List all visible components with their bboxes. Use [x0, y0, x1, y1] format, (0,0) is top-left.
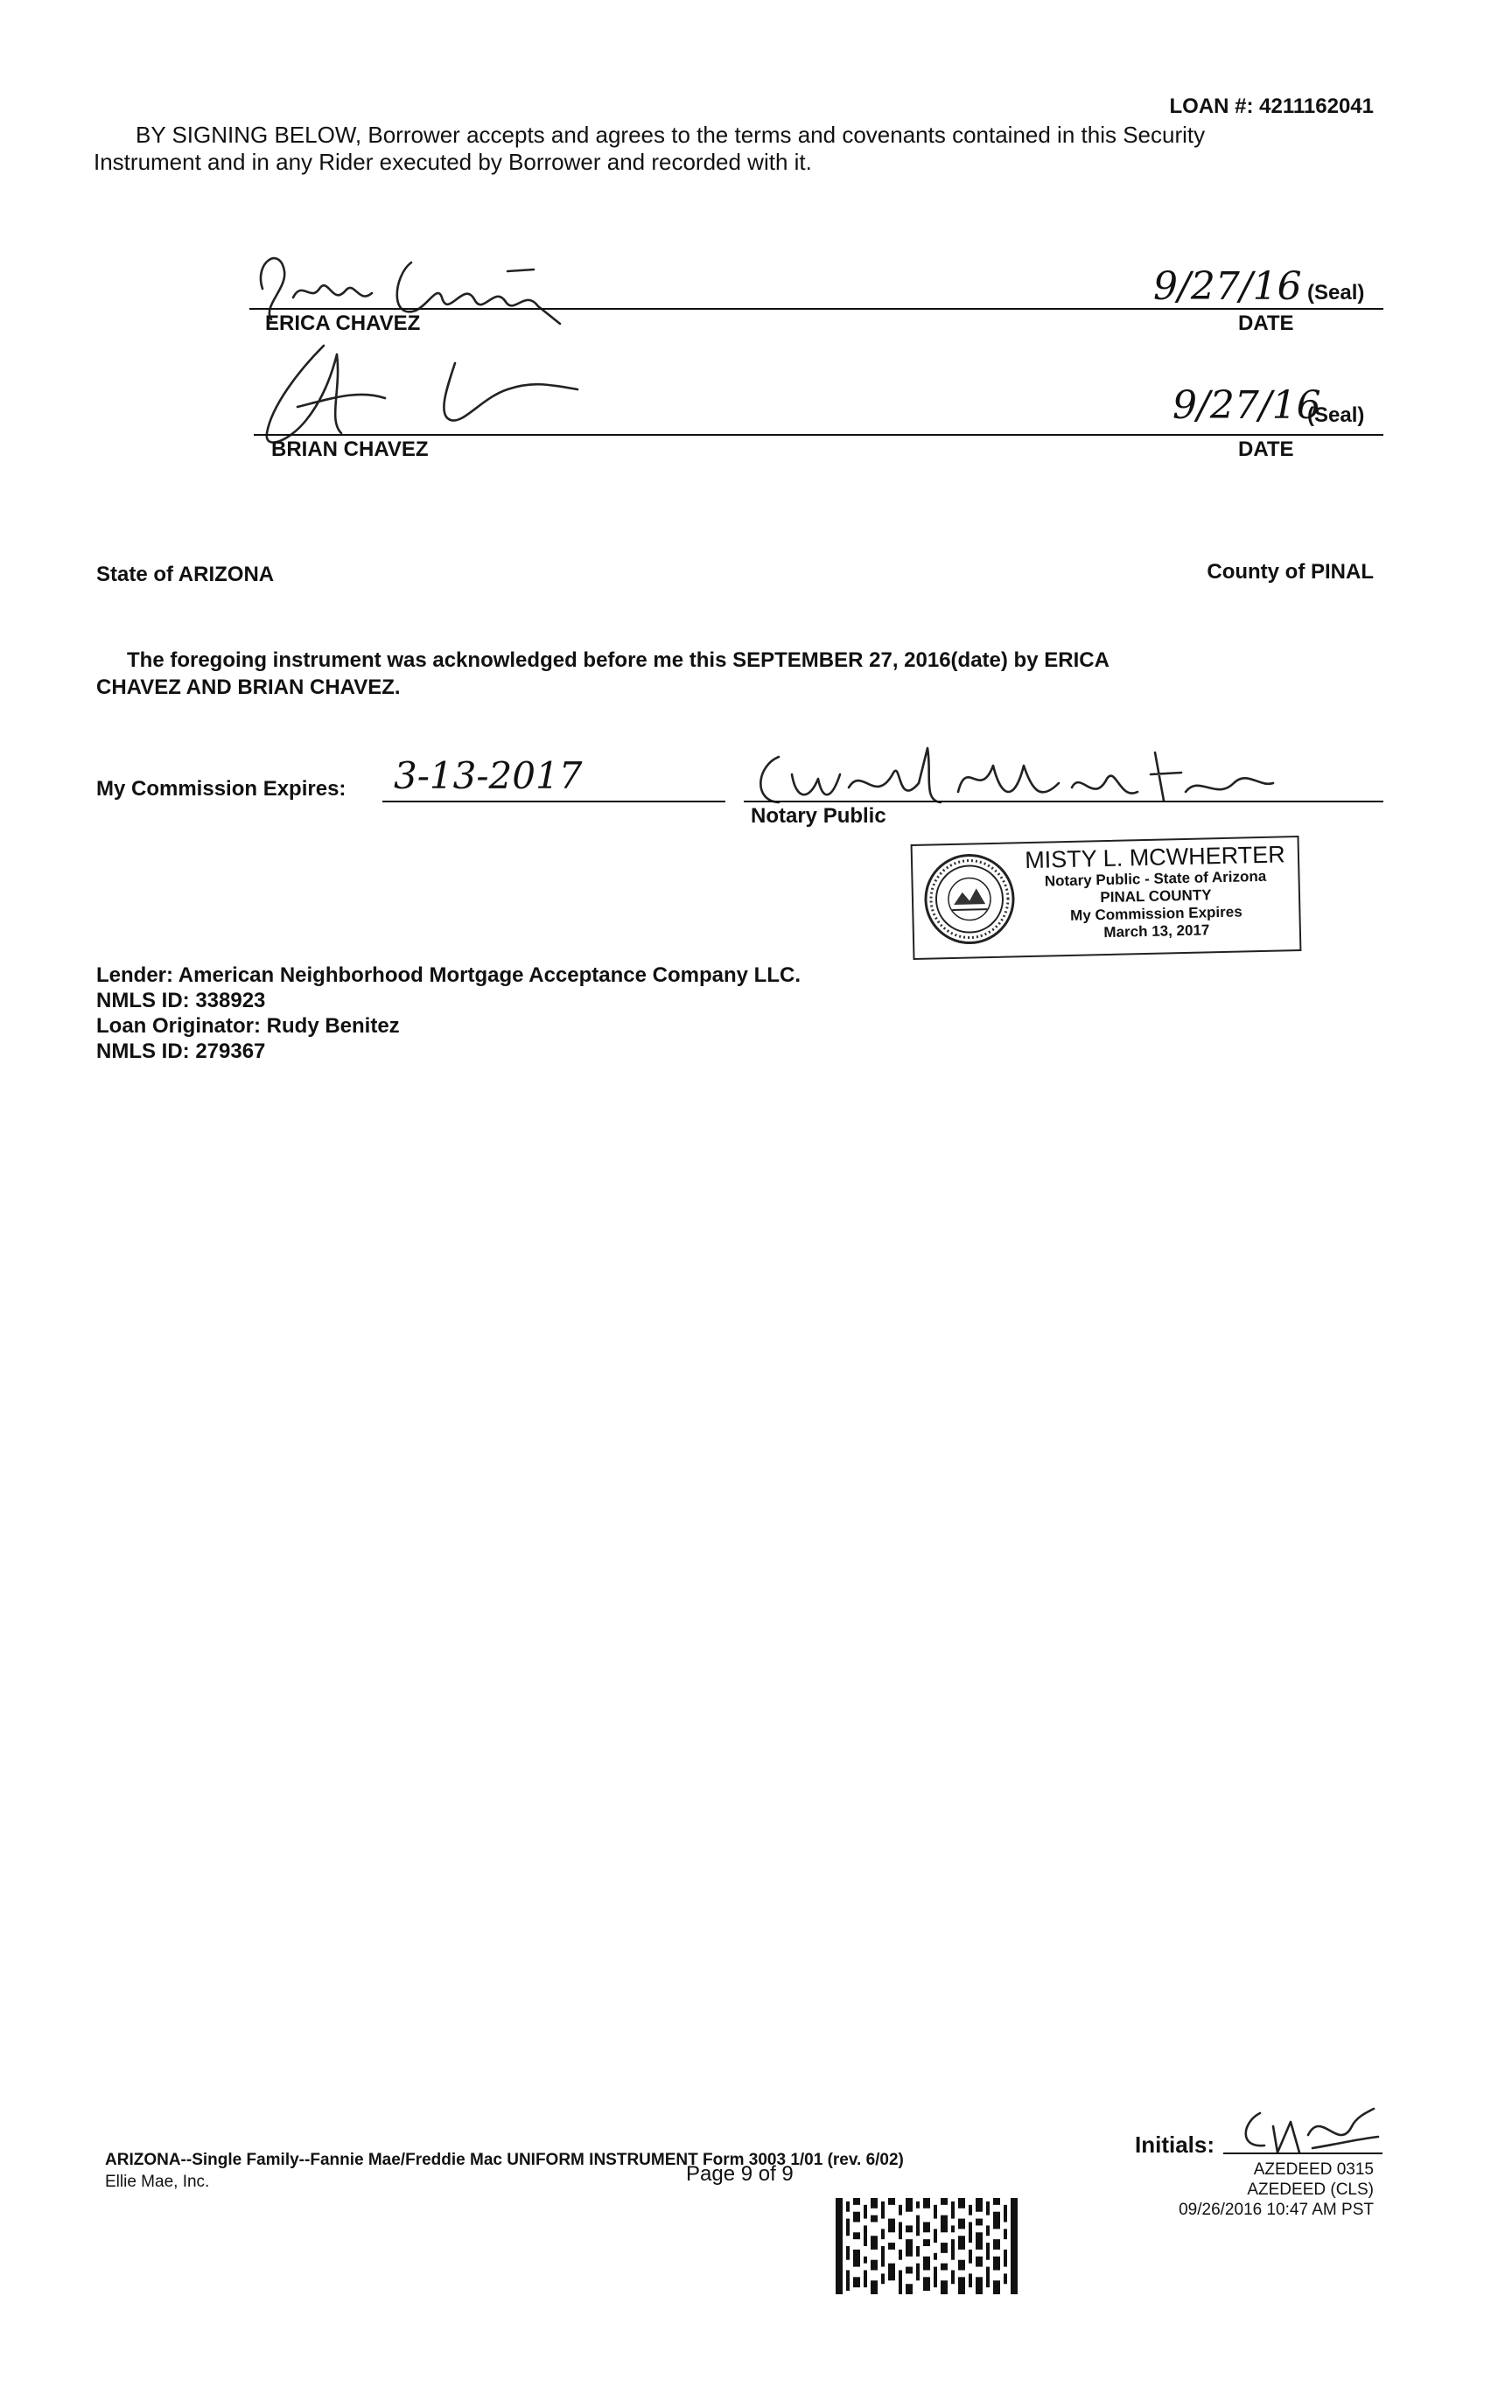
initials-label: Initials:	[1135, 2132, 1215, 2158]
date-label-erica: DATE	[1238, 312, 1294, 335]
seal-label-erica: (Seal)	[1307, 281, 1365, 304]
state-label: State of ARIZONA	[96, 563, 275, 586]
loan-number: LOAN #: 4211162041	[1169, 94, 1374, 118]
seal-label-brian: (Seal)	[1307, 403, 1365, 427]
handwritten-date-erica: 9/27/16	[1153, 264, 1302, 309]
loan-originator: Loan Originator: Rudy Benitez	[96, 1014, 400, 1038]
publisher: Ellie Mae, Inc.	[105, 2173, 210, 2191]
acknowledgment-line-2: CHAVEZ AND BRIAN CHAVEZ.	[96, 676, 401, 699]
barcode-icon	[836, 2198, 1018, 2294]
stamp-line-3: My Commission Expires	[1069, 903, 1242, 924]
page-number: Page 9 of 9	[686, 2162, 794, 2186]
signer-name-erica: ERICA CHAVEZ	[265, 312, 421, 335]
notary-public-label: Notary Public	[751, 804, 886, 828]
stamp-line-1: Notary Public - State of Arizona	[1044, 867, 1267, 890]
form-code-2: AZEDEED (CLS)	[1247, 2180, 1374, 2199]
acknowledgment-line-1: The foregoing instrument was acknowledged before me this SEPTEMBER 27, 2016(date) by ERICA	[127, 648, 1110, 672]
notary-stamp	[911, 836, 1302, 960]
commission-label: My Commission Expires:	[96, 777, 346, 801]
form-identifier: ARIZONA--Single Family--Fannie Mae/Freddie Mac UNIFORM INSTRUMENT Form 3003 1/01 (rev. 6/02)	[105, 2151, 904, 2169]
handwritten-date-brian: 9/27/16	[1172, 383, 1321, 428]
stamp-line-2: PINAL COUNTY	[1100, 886, 1212, 906]
signer-name-brian: BRIAN CHAVEZ	[271, 438, 429, 461]
lender-name: Lender: American Neighborhood Mortgage Acceptance Company LLC.	[96, 963, 801, 987]
stamp-notary-name: MISTY L. MCWHERTER	[1024, 841, 1286, 874]
form-code-1: AZEDEED 0315	[1253, 2160, 1374, 2179]
intro-line-1: BY SIGNING BELOW, Borrower accepts and agrees to the terms and covenants contained in this Security	[136, 122, 1206, 148]
county-label: County of PINAL	[1207, 560, 1374, 584]
lender-nmls-id: NMLS ID: 338923	[96, 989, 266, 1012]
date-label-brian: DATE	[1238, 438, 1294, 461]
print-timestamp: 09/26/2016 10:47 AM PST	[1179, 2201, 1374, 2219]
intro-line-2: Instrument and in any Rider executed by Borrower and recorded with it.	[94, 149, 812, 175]
arizona-state-seal-icon	[921, 850, 1018, 947]
originator-nmls-id: NMLS ID: 279367	[96, 1040, 266, 1063]
commission-handwritten-date: 3-13-2017	[394, 754, 583, 797]
stamp-line-4: March 13, 2017	[1103, 921, 1210, 942]
